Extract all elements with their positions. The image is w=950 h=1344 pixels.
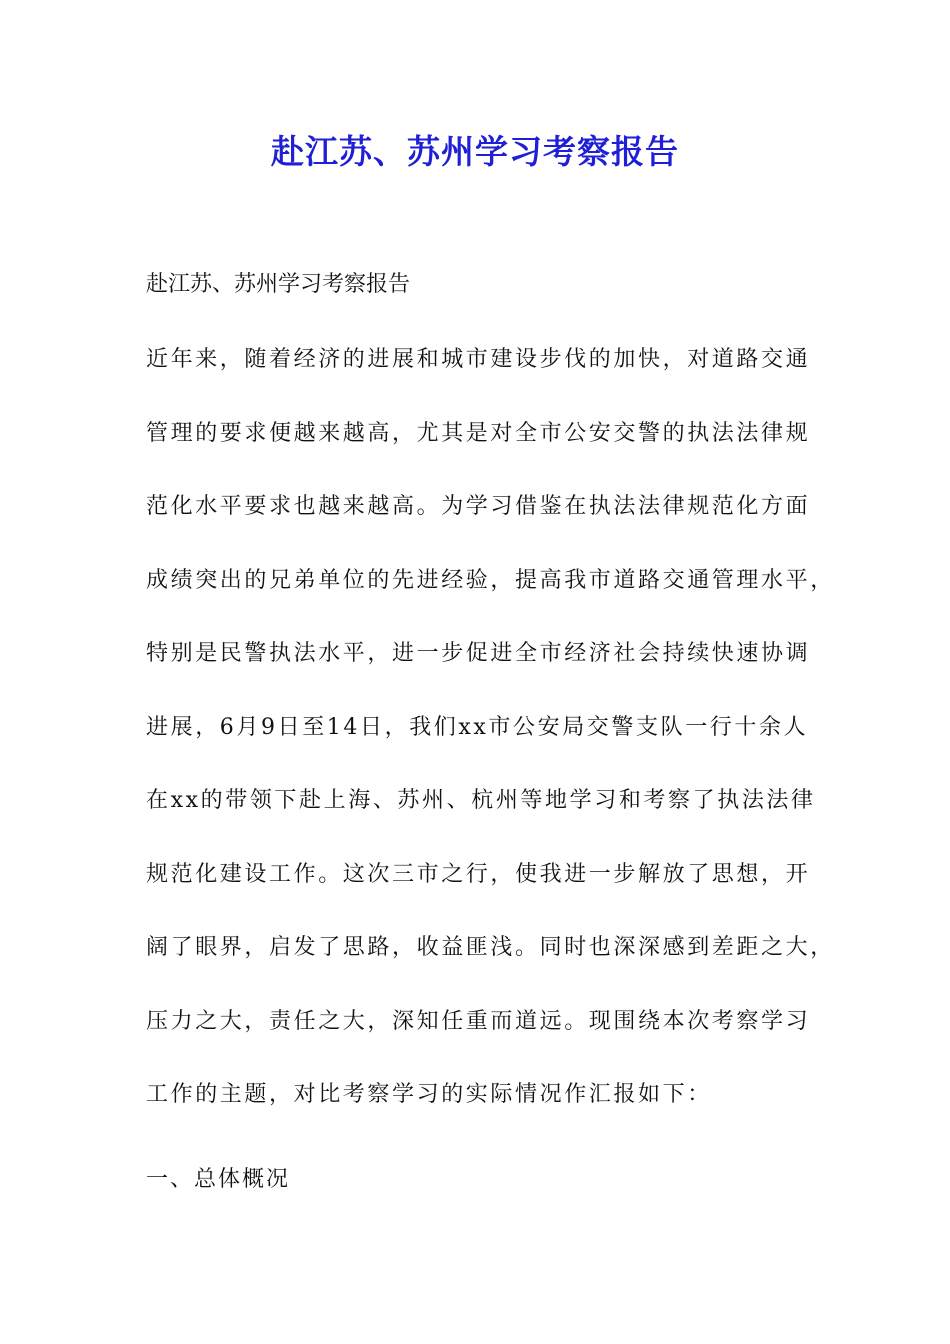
document-title: 赴江苏、苏州学习考察报告 [271,132,679,171]
paragraph-line: 压力之大，责任之大，深知任重而道远。现围绕本次考察学习 [146,1008,811,1034]
paragraph-line: 进展，6月9日至14日，我们xx市公安局交警支队一行十余人 [146,714,809,740]
body-paragraph [146,340,835,1149]
paragraph-line: 阔了眼界，启发了思路，收益匪浅。同时也深深感到差距之大， [146,935,835,960]
document-subtitle: 赴江苏、苏州学习考察报告 [146,272,411,297]
section-heading: 一、总体概况 [146,1167,291,1192]
paragraph-line: 特别是民警执法水平，进一步促进全市经济社会持续快速协调 [146,641,811,666]
paragraph-line: 规范化建设工作。这次三市之行，使我进一步解放了思想，开 [146,861,811,887]
paragraph-line: 管理的要求便越来越高，尤其是对全市公安交警的执法法律规 [146,420,811,446]
paragraph-line: 范化水平要求也越来越高。为学习借鉴在执法法律规范化方面 [146,494,811,519]
paragraph-line: 在xx的带领下赴上海、苏州、杭州等地学习和考察了执法法律 [146,788,816,813]
paragraph-line: 工作的主题，对比考察学习的实际情况作汇报如下： [146,1082,712,1107]
paragraph-line: 近年来，随着经济的进展和城市建设步伐的加快，对道路交通 [146,347,811,372]
paragraph-line: 成绩突出的兄弟单位的先进经验，提高我市道路交通管理水平， [146,567,835,593]
